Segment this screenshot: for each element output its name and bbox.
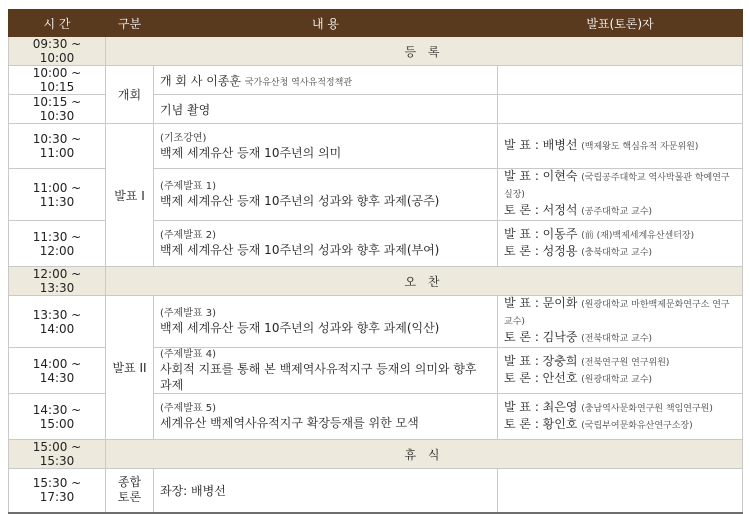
presenter-line xyxy=(504,400,736,417)
speaker-cell xyxy=(498,394,743,440)
presenter-line xyxy=(504,138,736,155)
time-cell: 09:30 ~ 10:00 xyxy=(9,37,106,66)
session-title: 백제 세계유산 등재 10주년의 성과와 향후 과제(익산) xyxy=(160,321,440,335)
presenter-affiliation: (백제왕도 핵심유적 자문위원) xyxy=(581,141,699,152)
speaker-cell xyxy=(498,348,743,394)
table-row xyxy=(9,37,743,66)
time-cell: 13:30 ~ 14:00 xyxy=(9,296,106,348)
session-title: 백제 세계유산 등재 10주년의 성과와 향후 과제(부여) xyxy=(160,243,440,257)
content-cell xyxy=(154,66,498,95)
presenter-affiliation: (충남역사문화연구원 책임연구원) xyxy=(581,403,713,414)
table-row xyxy=(9,66,743,95)
opening-speech-role: 국가유산청 역사유적정책관 xyxy=(244,77,353,88)
session-title: 세계유산 백제역사유적지구 확장등재를 위한 모색 xyxy=(160,416,419,430)
presenter-affiliation: (前 (재)백제세계유산센터장) xyxy=(581,230,695,241)
table-row xyxy=(9,296,743,348)
speaker-cell xyxy=(498,95,743,124)
content-cell xyxy=(154,169,498,221)
session-tag: (주제발표 2) xyxy=(160,230,216,241)
schedule-table xyxy=(8,9,743,514)
presenter-affiliation: (국립공주대학교 역사박물관 학예연구실장) xyxy=(504,173,730,200)
table-row xyxy=(9,267,743,296)
presenter-line xyxy=(504,169,736,203)
presenter-name: 발 표 : 이동주 xyxy=(504,226,578,241)
discussant-name: 토 론 : 서정석 xyxy=(504,203,578,217)
presenter-name: 발 표 : 배병선 xyxy=(504,137,578,152)
speaker-cell xyxy=(498,469,743,513)
session-tag: (기조강연) xyxy=(160,132,207,144)
discussant-affiliation: (충북대학교 교수) xyxy=(581,247,653,258)
time-cell: 10:30 ~ 11:00 xyxy=(9,124,106,169)
time-cell: 15:00 ~ 15:30 xyxy=(9,440,106,469)
discussant-line xyxy=(504,330,736,347)
presenter-affiliation: (원광대학교 마한백제문화연구소 연구교수) xyxy=(504,300,730,327)
discussant-line xyxy=(504,244,736,261)
division-session-1: 발표 I xyxy=(106,124,154,267)
discussant-affiliation: (국립부여문화유산연구소장) xyxy=(581,420,693,431)
registration-cell: 등 록 xyxy=(106,37,743,66)
time-cell: 11:30 ~ 12:00 xyxy=(9,221,106,267)
session-title: 백제 세계유산 등재 10주년의 성과와 향후 과제(공주) xyxy=(160,194,440,208)
division-session-2: 발표 II xyxy=(106,296,154,440)
presenter-line xyxy=(504,296,736,330)
discussant-line xyxy=(504,371,736,388)
session-tag: (주제발표 4) xyxy=(160,349,216,360)
presenter-affiliation: (전북연구원 연구위원) xyxy=(581,357,670,368)
speaker-cell xyxy=(498,221,743,267)
discussant-affiliation: (원광대학교 교수) xyxy=(581,374,653,385)
presenter-name: 발 표 : 장충희 xyxy=(504,353,578,368)
time-cell: 14:00 ~ 14:30 xyxy=(9,348,106,394)
presenter-line xyxy=(504,227,736,244)
content-cell: 기념 촬영 xyxy=(154,95,498,124)
session-tag: (주제발표 1) xyxy=(160,181,216,192)
time-cell: 14:30 ~ 15:00 xyxy=(9,394,106,440)
discussant-name: 토 론 : 안선호 xyxy=(504,370,578,385)
content-cell xyxy=(154,348,498,394)
session-tag: (주제발표 5) xyxy=(160,403,216,414)
time-cell: 12:00 ~ 13:30 xyxy=(9,267,106,296)
discussant-affiliation: (전북대학교 교수) xyxy=(581,334,653,344)
table-row xyxy=(9,469,743,513)
header-time: 시 간 xyxy=(9,10,106,37)
table-row xyxy=(9,124,743,169)
discussant-name: 토 론 : 황인호 xyxy=(504,416,578,431)
header-speaker: 발표(토론)자 xyxy=(498,10,743,37)
time-cell: 15:30 ~ 17:30 xyxy=(9,469,106,513)
session-title: 사회적 지표를 통해 본 백제역사유적지구 등재의 의미와 향후 과제 xyxy=(160,362,477,392)
content-cell: 좌장: 배병선 xyxy=(154,469,498,513)
session-title: 백제 세계유산 등재 10주년의 의미 xyxy=(160,145,342,160)
discussant-name: 토 론 : 성정용 xyxy=(504,243,578,258)
division-line: 토론 xyxy=(117,490,142,505)
discussant-affiliation: (공주대학교 교수) xyxy=(581,207,653,217)
speaker-cell xyxy=(498,296,743,348)
content-cell xyxy=(154,221,498,267)
presenter-line xyxy=(504,354,736,371)
division-discussion xyxy=(106,469,154,513)
opening-speech: 개 회 사 이종훈 xyxy=(160,73,241,88)
header-row xyxy=(9,10,743,37)
presenter-name: 발 표 : 문이화 xyxy=(504,296,578,310)
content-cell xyxy=(154,124,498,169)
discussant-line xyxy=(504,203,736,220)
discussant-line xyxy=(504,417,736,434)
content-cell xyxy=(154,394,498,440)
table-row xyxy=(9,440,743,469)
header-content: 내 용 xyxy=(154,10,498,37)
discussant-name: 토 론 : 김낙중 xyxy=(504,330,578,344)
time-cell: 11:00 ~ 11:30 xyxy=(9,169,106,221)
division-line: 종합 xyxy=(117,475,142,490)
division-opening: 개회 xyxy=(106,66,154,124)
time-cell: 10:00 ~ 10:15 xyxy=(9,66,106,95)
speaker-cell xyxy=(498,124,743,169)
session-tag: (주제발표 3) xyxy=(160,308,216,319)
break-cell: 휴 식 xyxy=(106,440,743,469)
time-cell: 10:15 ~ 10:30 xyxy=(9,95,106,124)
speaker-cell xyxy=(498,66,743,95)
content-cell xyxy=(154,296,498,348)
presenter-name: 발 표 : 최은영 xyxy=(504,399,578,414)
presenter-name: 발 표 : 이현숙 xyxy=(504,169,578,183)
lunch-cell: 오 찬 xyxy=(106,267,743,296)
header-division: 구분 xyxy=(106,10,154,37)
speaker-cell xyxy=(498,169,743,221)
